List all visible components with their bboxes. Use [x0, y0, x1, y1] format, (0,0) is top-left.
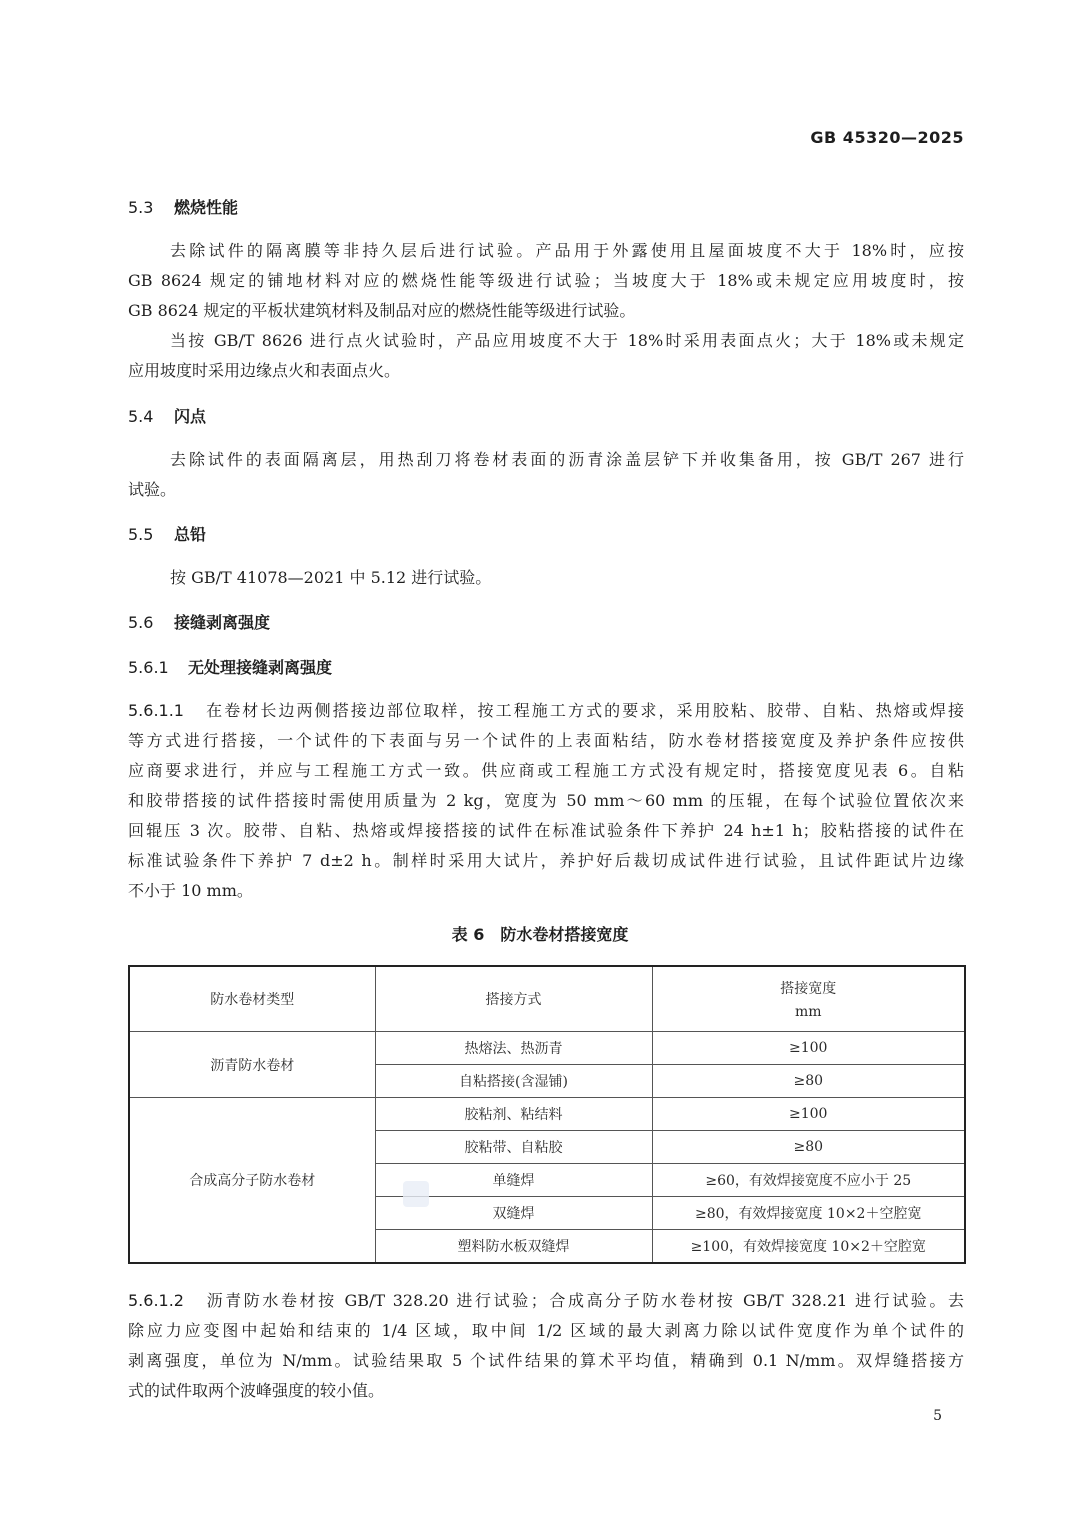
paragraph-line: 剥离强度，单位为 N/mm。试验结果取 5 个试件结果的算术平均值，精确到 0.1 N/mm。双焊缝搭接方 — [128, 1351, 964, 1370]
section-number: 5.6 — [128, 613, 154, 632]
section-title: 接缝剥离强度 — [174, 613, 271, 632]
header-cell-width — [652, 966, 965, 1032]
section-5-6-1-heading — [128, 655, 332, 678]
section-title: 无处理接缝剥离强度 — [188, 658, 333, 677]
width-cell: ≥80 — [652, 1131, 965, 1164]
group-cell: 沥青防水卷材 — [129, 1032, 375, 1098]
table-header-row — [129, 966, 965, 1032]
method-cell: 胶粘剂、粘结料 — [375, 1098, 652, 1131]
section-5-4-heading — [128, 404, 206, 427]
width-cell: ≥60，有效焊接宽度不应小于 25 — [652, 1164, 965, 1197]
group-cell: 合成高分子防水卷材 — [129, 1098, 375, 1264]
header-cell-method: 搭接方式 — [375, 966, 652, 1032]
clause-text: 在卷材长边两侧搭接边部位取样，按工程施工方式的要求，采用胶粘、胶带、自粘、热熔或焊接 — [204, 701, 964, 720]
paragraph-line — [128, 1288, 964, 1311]
method-cell: 热熔法、热沥青 — [375, 1032, 652, 1065]
method-cell: 自粘搭接(含湿铺) — [375, 1065, 652, 1098]
paragraph-line: 式的试件取两个波峰强度的较小值。 — [128, 1381, 385, 1400]
clause-text: 沥青防水卷材按 GB/T 328.20 进行试验；合成高分子防水卷材按 GB/T 328.21 进行试验。去 — [204, 1291, 964, 1310]
header-cell-type: 防水卷材类型 — [129, 966, 375, 1032]
paragraph-line: GB 8624 规定的平板状建筑材料及制品对应的燃烧性能等级进行试验。 — [128, 301, 636, 320]
section-number: 5.4 — [128, 407, 154, 426]
paragraph-line: 回辊压 3 次。胶带、自粘、热熔或焊接搭接的试件在标准试验条件下养护 24 h±1 h；胶粘搭接的试件在 — [128, 821, 964, 840]
section-title: 闪点 — [174, 407, 207, 426]
table-caption: 表 6 防水卷材搭接宽度 — [451, 925, 629, 944]
paragraph-line: 除应力应变图中起始和结束的 1/4 区域，取中间 1/2 区域的最大剥离力除以试件宽度作为单个试件的 — [128, 1321, 964, 1340]
width-cell: ≥80 — [652, 1065, 965, 1098]
paragraph-line: 去除试件的表面隔离层，用热刮刀将卷材表面的沥青涂盖层铲下并收集备用，按 GB/T 267 进行 — [170, 450, 964, 469]
table-row — [129, 1032, 965, 1065]
paragraph-line: 去除试件的隔离膜等非持久层后进行试验。产品用于外露使用且屋面坡度不大于 18%时，应按 — [170, 241, 964, 260]
paragraph-line: GB 8624 规定的铺地材料对应的燃烧性能等级进行试验；当坡度大于 18%或未规定应用坡度时，按 — [128, 271, 964, 290]
method-cell: 双缝焊 — [375, 1197, 652, 1230]
lap-width-table — [128, 965, 966, 1264]
page-number: 5 — [933, 1408, 942, 1424]
method-cell: 塑料防水板双缝焊 — [375, 1230, 652, 1264]
standard-number: GB 45320—2025 — [810, 128, 964, 147]
paragraph-line — [128, 698, 964, 721]
header-width-label: 搭接宽度 — [780, 981, 837, 997]
paragraph-line: 和胶带搭接的试件搭接时需使用质量为 2 kg，宽度为 50 mm～60 mm 的压辊，在每个试验位置依次来 — [128, 791, 964, 810]
method-cell: 单缝焊 — [375, 1164, 652, 1197]
clause-number: 5.6.1.2 — [128, 1291, 184, 1310]
width-cell: ≥100 — [652, 1032, 965, 1065]
table-row — [129, 1098, 965, 1131]
width-cell: ≥100，有效焊接宽度 10×2＋空腔宽 — [652, 1230, 965, 1264]
paragraph-line: 应商要求进行，并应与工程施工方式一致。供应商或工程施工方式没有规定时，搭接宽度见表 6。自粘 — [128, 761, 964, 780]
clause-number: 5.6.1.1 — [128, 701, 184, 720]
section-title: 总铅 — [174, 525, 207, 544]
section-number: 5.6.1 — [128, 658, 169, 677]
width-cell: ≥100 — [652, 1098, 965, 1131]
section-5-6-heading — [128, 610, 270, 633]
paragraph-line: 试验。 — [128, 480, 177, 499]
paragraph-line: 应用坡度时采用边缘点火和表面点火。 — [128, 361, 401, 380]
paragraph-line: 按 GB/T 41078—2021 中 5.12 进行试验。 — [170, 568, 492, 587]
width-cell: ≥80，有效焊接宽度 10×2＋空腔宽 — [652, 1197, 965, 1230]
paragraph-line: 当按 GB/T 8626 进行点火试验时，产品应用坡度不大于 18%时采用表面点火；大于 18%或未规定 — [170, 331, 964, 350]
section-number: 5.3 — [128, 198, 154, 217]
paragraph-line: 不小于 10 mm。 — [128, 881, 253, 900]
method-cell: 胶粘带、自粘胶 — [375, 1131, 652, 1164]
section-number: 5.5 — [128, 525, 154, 544]
paragraph-line: 等方式进行搭接，一个试件的下表面与另一个试件的上表面粘结，防水卷材搭接宽度及养护条件应按供 — [128, 731, 964, 750]
section-title: 燃烧性能 — [174, 198, 239, 217]
section-5-5-heading — [128, 522, 206, 545]
watermark-mark — [403, 1181, 429, 1207]
header-width-unit: mm — [794, 1004, 822, 1020]
section-5-3-heading — [128, 195, 238, 218]
paragraph-line: 标准试验条件下养护 7 d±2 h。制样时采用大试片，养护好后裁切成试件进行试验，且试件距试片边缘 — [128, 851, 964, 870]
